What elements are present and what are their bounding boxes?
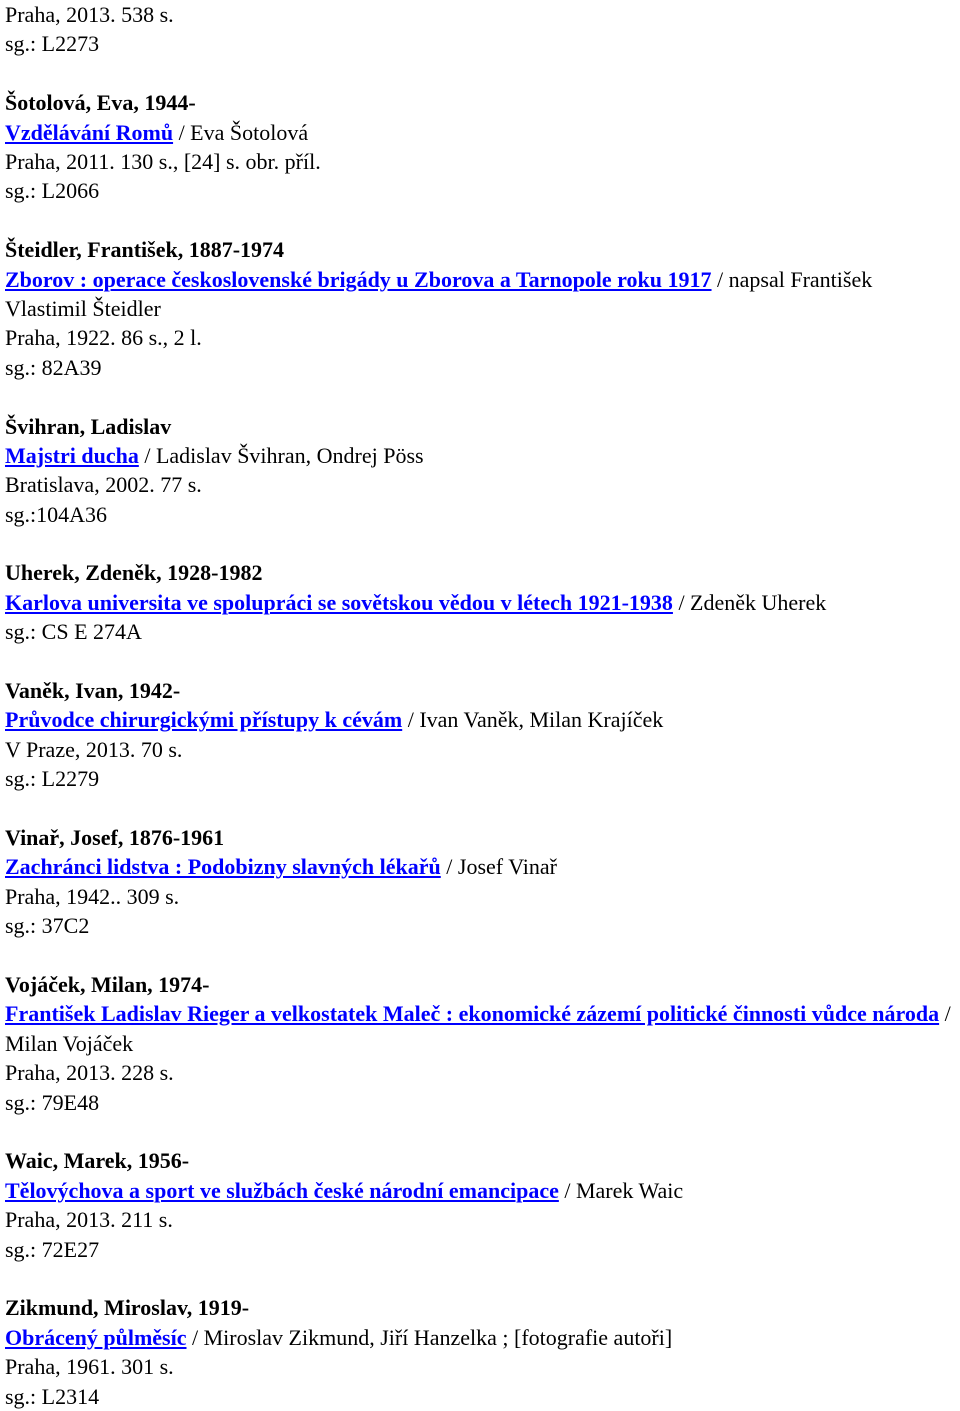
shelfmark-line: sg.: L2279 bbox=[5, 766, 100, 792]
entry-responsibility: / Ivan Vaněk, Milan Krajíček bbox=[402, 707, 664, 733]
publication-line: Praha, 2013. 228 s. bbox=[5, 1060, 174, 1086]
entry-author: Waic, Marek, 1956- bbox=[5, 1148, 190, 1174]
entry-author: Vojáček, Milan, 1974- bbox=[5, 972, 210, 997]
publication-line: Praha, 2011. 130 s., [24] s. obr. příl. bbox=[5, 148, 321, 174]
bibliography-entry bbox=[5, 970, 960, 1117]
entry-title-line bbox=[5, 705, 955, 734]
entry-separator bbox=[5, 941, 960, 970]
entry-title-line bbox=[5, 441, 955, 470]
entry-responsibility: / Miroslav Zikmund, Jiří Hanzelka ; [fotografie autoři] bbox=[186, 1324, 673, 1350]
bibliography-entry bbox=[5, 558, 960, 646]
entry-separator bbox=[5, 206, 960, 235]
publication-line: Praha, 2013. 211 s. bbox=[5, 1207, 173, 1233]
publication-line: Bratislava, 2002. 77 s. bbox=[5, 472, 202, 498]
entry-title-line bbox=[5, 1176, 955, 1205]
entry-responsibility: / Ladislav Švihran, Ondrej Pöss bbox=[138, 442, 424, 468]
entry-separator bbox=[5, 1264, 960, 1293]
entry-responsibility: / Marek Waic bbox=[558, 1177, 684, 1203]
bibliography-entry bbox=[5, 88, 960, 206]
publication-line: V Praze, 2013. 70 s. bbox=[5, 736, 183, 762]
entry-separator bbox=[5, 529, 960, 558]
shelfmark-line: sg.: L2314 bbox=[5, 1383, 100, 1409]
bibliography-entry bbox=[5, 1293, 960, 1411]
entry-author: Zikmund, Miroslav, 1919- bbox=[5, 1295, 250, 1321]
entry-author: Uherek, Zdeněk, 1928-1982 bbox=[5, 560, 263, 586]
entry-author: Vaněk, Ivan, 1942- bbox=[5, 678, 181, 704]
entry-separator bbox=[5, 794, 960, 823]
entry-responsibility: / Eva Šotolová bbox=[173, 119, 309, 145]
shelfmark-line: sg.:104A36 bbox=[5, 501, 108, 527]
publication-line: Praha, 1961. 301 s. bbox=[5, 1354, 174, 1380]
entry-title-line bbox=[5, 852, 955, 881]
entry-title-link[interactable]: František Ladislav Rieger a velkostatek Maleč : ekonomické zázemí politické činnosti vůdce národa bbox=[5, 1001, 940, 1027]
entry-title-line bbox=[5, 265, 955, 324]
shelfmark-line: sg.: CS E 274A bbox=[5, 619, 142, 645]
entry-separator bbox=[5, 59, 960, 88]
entry-title-link[interactable]: Tělovýchova a sport ve službách české národní emancipace bbox=[5, 1177, 559, 1203]
entry-author: Šotolová, Eva, 1944- bbox=[5, 90, 196, 116]
entry-separator bbox=[5, 382, 960, 411]
entry-title-link[interactable]: Zachránci lidstva : Podobizny slavných lékařů bbox=[5, 854, 441, 880]
shelfmark-line: sg.: 79E48 bbox=[5, 1089, 100, 1115]
bibliography-entry bbox=[5, 235, 960, 382]
shelfmark-line: sg.: 82A39 bbox=[5, 354, 102, 380]
entry-title-link[interactable]: Průvodce chirurgickými přístupy k cévám bbox=[5, 707, 403, 733]
bibliography-entry bbox=[5, 412, 960, 530]
entry-title-line bbox=[5, 118, 955, 147]
entry-author: Vinař, Josef, 1876-1961 bbox=[5, 825, 225, 851]
bibliography-entry bbox=[5, 676, 960, 794]
entry-title-line bbox=[5, 588, 955, 617]
publication-line: Praha, 1922. 86 s., 2 l. bbox=[5, 325, 202, 351]
entry-title-link[interactable]: Zborov : operace československé brigády u Zborova a Tarnopole roku 1917 bbox=[5, 266, 712, 292]
entry-title-link[interactable]: Vzdělávání Romů bbox=[5, 119, 174, 145]
entry-author: Šteidler, František, 1887-1974 bbox=[5, 237, 285, 263]
shelfmark-line: sg.: 37C2 bbox=[5, 913, 90, 939]
entry-title-link[interactable]: Majstri ducha bbox=[5, 442, 139, 468]
entry-title-line bbox=[5, 1323, 955, 1352]
entry-separator bbox=[5, 647, 960, 676]
shelfmark-line: sg.: L2066 bbox=[5, 178, 100, 204]
entry-responsibility: / Josef Vinař bbox=[440, 854, 557, 880]
bibliography-entry bbox=[5, 823, 960, 941]
shelfmark-line: sg.: 72E27 bbox=[5, 1236, 100, 1262]
publication-line: Praha, 2013. 538 s. bbox=[5, 2, 174, 27]
entry-title-link[interactable]: Obrácený půlměsíc bbox=[5, 1324, 187, 1350]
publication-line: Praha, 1942.. 309 s. bbox=[5, 883, 180, 909]
entry-title-line bbox=[5, 999, 955, 1058]
entry-author: Švihran, Ladislav bbox=[5, 413, 172, 439]
shelfmark-line: sg.: L2273 bbox=[5, 31, 100, 57]
entry-responsibility: / Zdeněk Uherek bbox=[672, 589, 827, 615]
entry-responsibility: / Milan Vojáček bbox=[5, 1001, 951, 1056]
bibliography-entry bbox=[5, 1146, 960, 1264]
entry-title-link[interactable]: Karlova universita ve spolupráci se sovětskou vědou v létech 1921-1938 bbox=[5, 589, 673, 615]
entry-responsibility: / napsal František Vlastimil Šteidler bbox=[5, 266, 873, 321]
entry-separator bbox=[5, 1117, 960, 1146]
